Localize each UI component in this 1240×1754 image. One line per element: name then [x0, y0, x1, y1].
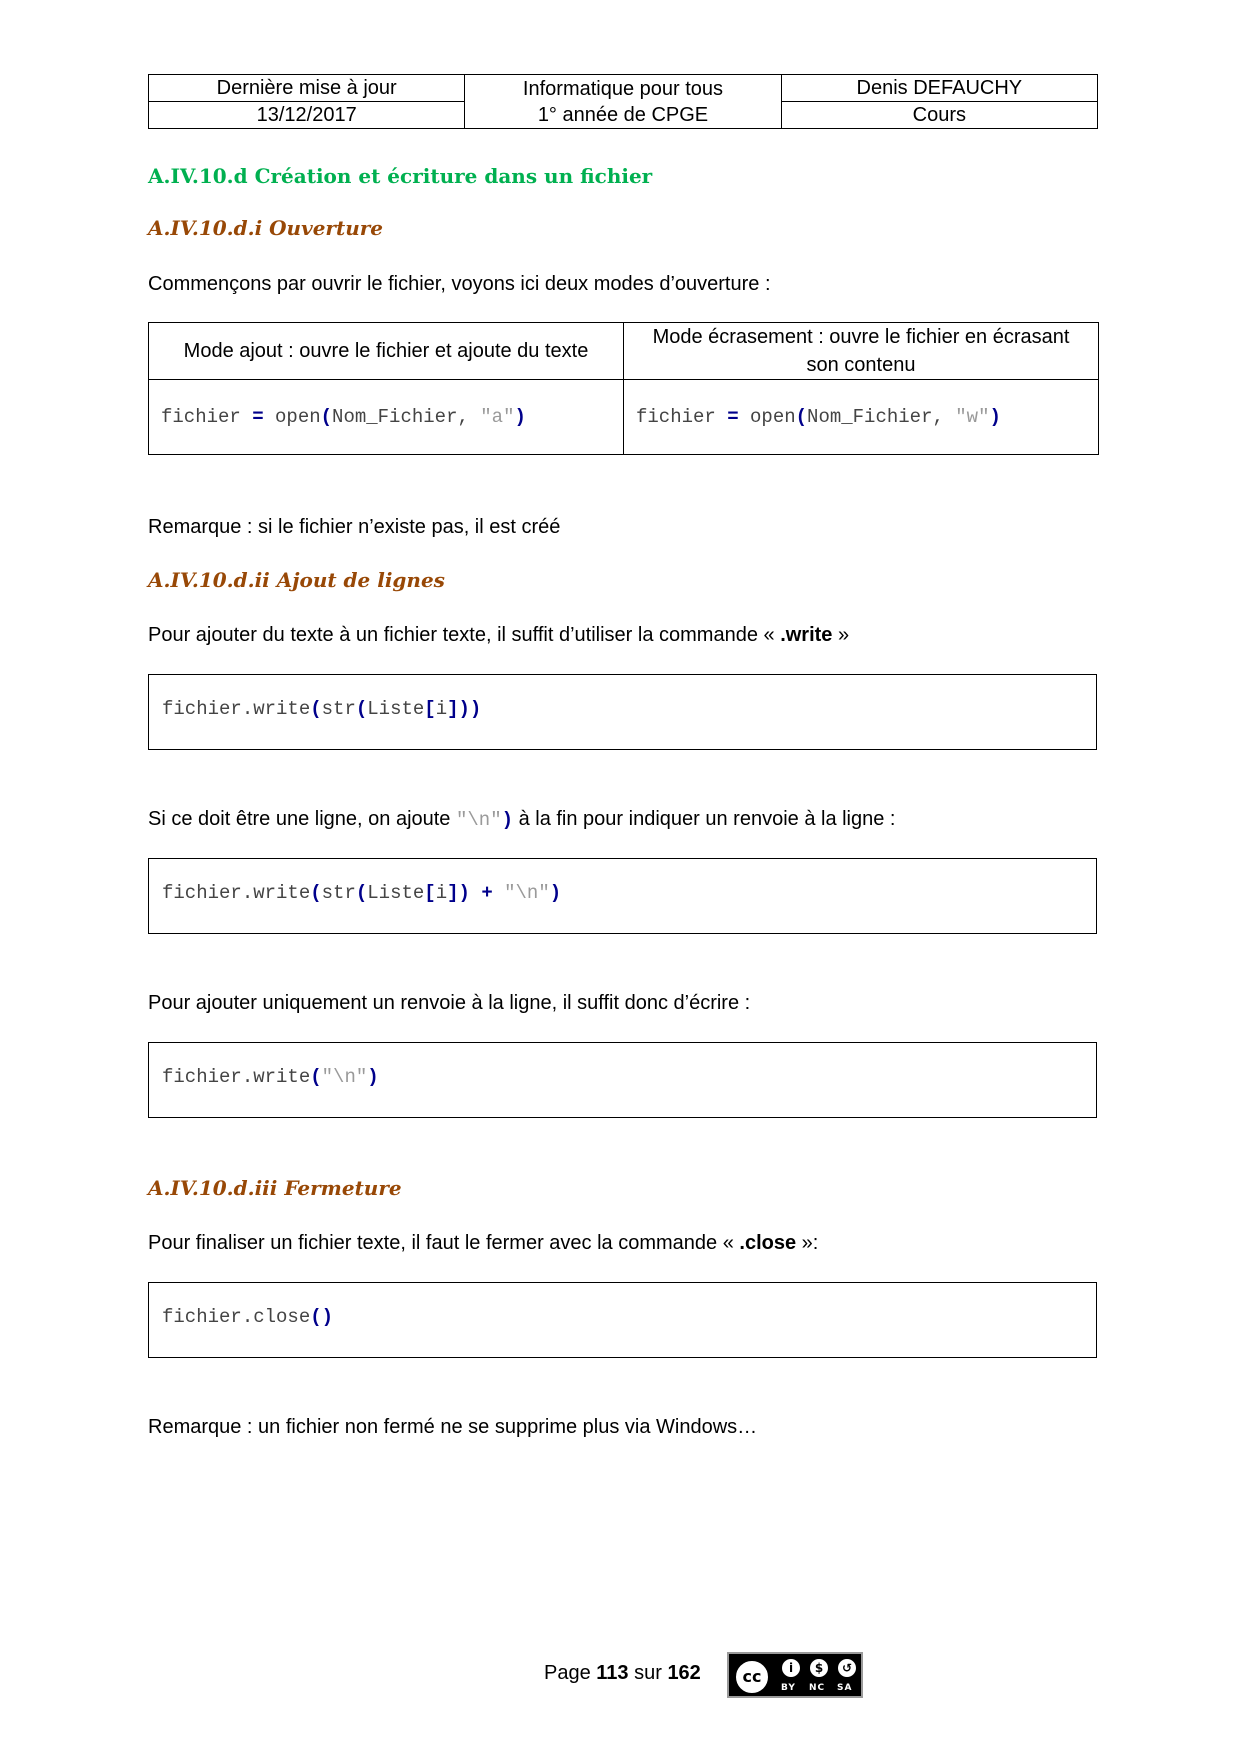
code-block-newline-only: fichier.write("\n"): [148, 1042, 1097, 1118]
page-footer: Page 113 sur 162: [544, 1662, 701, 1684]
course-title: Informatique pour tous: [522, 77, 724, 100]
mode-write-label-line2: son contenu: [806, 354, 916, 376]
subsection-ajout-title: A.IV.10.d.ii Ajout de lignes: [148, 568, 445, 592]
cc-icon: cc: [733, 1658, 771, 1696]
subsection-ouverture-title: A.IV.10.d.i Ouverture: [148, 216, 384, 240]
mode-append-label: Mode ajout : ouvre le fichier et ajoute du texte: [149, 323, 624, 380]
subsection-fermeture-title: A.IV.10.d.iii Fermeture: [148, 1176, 402, 1200]
ajout-newline-text: Pour ajouter uniquement un renvoie à la ligne, il suffit donc d’écrire :: [148, 992, 751, 1014]
course-cell: [465, 75, 781, 129]
mode-write-label-line1: Mode écrasement : ouvre le fichier en écrasant: [652, 326, 1070, 348]
code-block-close: fichier.close(): [148, 1282, 1097, 1358]
code-append: fichier = open(Nom_Fichier, "a"): [149, 380, 624, 455]
code-block-write: fichier.write(str(Liste[i])): [148, 674, 1097, 750]
sa-icon: ↺: [835, 1656, 859, 1680]
by-label: BY: [781, 1683, 796, 1693]
section-title: A.IV.10.d Création et écriture dans un fichier: [148, 164, 653, 188]
code-block-write-newline: fichier.write(str(Liste[i]) + "\n"): [148, 858, 1097, 934]
course-level: 1° année de CPGE: [537, 103, 709, 126]
ouverture-remark: Remarque : si le fichier n’existe pas, il est créé: [148, 516, 561, 538]
last-update-label: Dernière mise à jour: [149, 75, 465, 102]
fermeture-remark: Remarque : un fichier non fermé ne se supprime plus via Windows…: [148, 1416, 758, 1438]
doc-type: Cours: [781, 102, 1097, 129]
page-total: 162: [667, 1662, 701, 1684]
cc-license-badge: [727, 1652, 863, 1698]
last-update-date: 13/12/2017: [149, 102, 465, 129]
page-number: 113: [596, 1662, 629, 1684]
ouverture-intro: Commençons par ouvrir le fichier, voyons ici deux modes d’ouverture :: [148, 273, 771, 295]
header-table: [148, 74, 1098, 129]
sa-label: SA: [837, 1683, 853, 1693]
code-write: fichier = open(Nom_Fichier, "w"): [624, 380, 1099, 455]
nc-label: NC: [809, 1683, 826, 1693]
author: Denis DEFAUCHY: [781, 75, 1097, 102]
by-icon: i: [779, 1656, 803, 1680]
fermeture-intro: Pour finaliser un fichier texte, il faut le fermer avec la commande « .close »:: [148, 1232, 819, 1254]
modes-table: [148, 322, 1099, 455]
ajout-intro: Pour ajouter du texte à un fichier texte, il suffit d’utiliser la commande « .write »: [148, 624, 850, 646]
mode-write-label: [624, 323, 1099, 380]
ajout-line-text: Si ce doit être une ligne, on ajoute "\n") à la fin pour indiquer un renvoie à la ligne :: [148, 808, 896, 831]
nc-icon: $: [807, 1656, 831, 1680]
